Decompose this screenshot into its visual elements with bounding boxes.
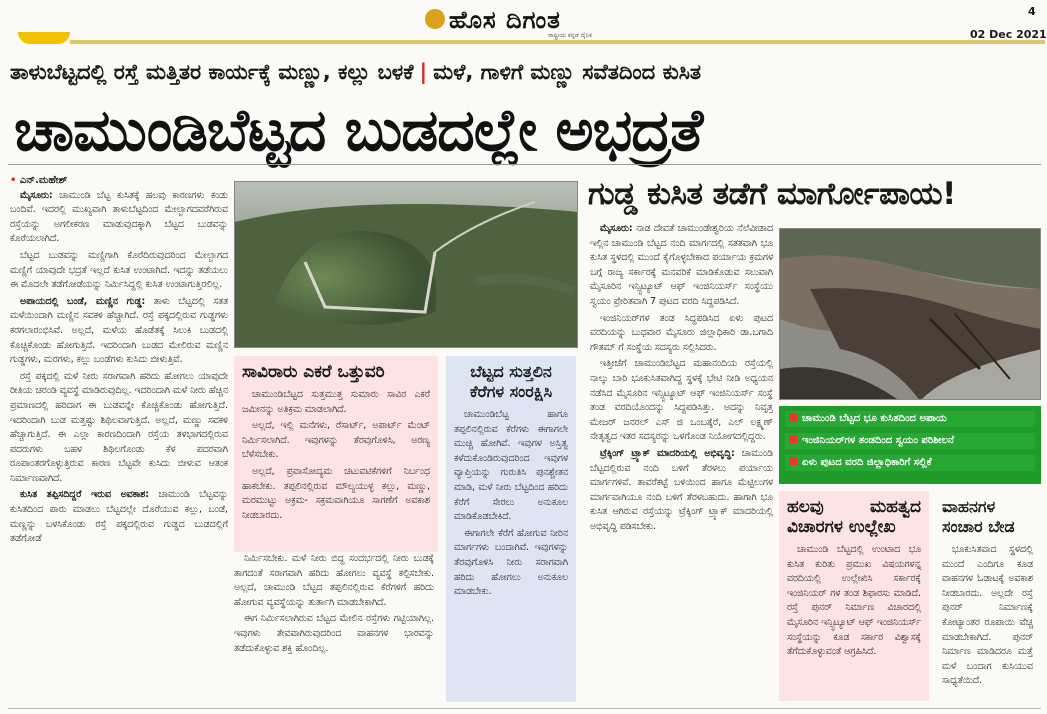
bullet-square-icon: [789, 457, 797, 465]
paragraph: ಮೈಸೂರು: ನಾಡ ದೇವತೆ ಚಾಮುಂಡೇಶ್ವರಿಯ ನೆಲೆವೀಡಾದ ಇಲ್ಲಿನ ಚಾಮುಂಡಿ ಬೆಟ್ಟದ ನಂದಿ ಮಾರ್ಗದಲ್ಲಿ ಸತತವಾಗಿ ಭೂ ಕುಸಿತ ಸ್ಥಳದಲ್ಲಿ ಮುಂದೆ ಕೈಗೊಳ್ಳಬೇಕಾದ ಪರ್ಯಾಯ ಕ್ರಮಗಳ ಬಗ್ಗೆ ರಾಜ್ಯ ಸರ್ಕಾರಕ್ಕೆ ಮನವರಿಕೆ ಮಾಡಿಕೊಡುವ ಸಲುವಾಗಿ ಮೈಸೂರಿನ ಇನ್ಸ್ಟಿಟ್ಯೂಟ್ ಆಫ್ ಇಂಜಿನಿಯರ್ಸ್ ಸಂಸ್ಥೆಯು ಸ್ವಯಂ ಪ್ರೇರಿತವಾಗಿ 7 ಪುಟದ ವರದಿ ಸಿದ್ದಪಡಿಸಿದೆ.: [590, 223, 773, 307]
paragraph-lead: ಕುಸಿತ ತಪ್ಪಿಸದಿದ್ದರೆ ಇರುವ ಅವಕಾಶ:: [20, 489, 149, 501]
logo-emblem-icon: [425, 9, 445, 29]
paragraph: ಇಂಜಿನಿಯರ್‌ಗಳ ತಂಡ ಸಿದ್ದಪಡಿಸಿದ ಏಳು ಪುಟದ ವರದಿಯನ್ನು ಬುಧವಾರ ಮೈಸೂರು ಜಿಲ್ಲಾಧಿಕಾರಿ ಡಾ.ಬಗಾದಿ ಗೌತಮ್ ಗೆ ಸಂಸ್ಥೆಯ ಸದಸ್ಯರು ಸಲ್ಲಿಸಿದರು.: [590, 312, 773, 353]
paragraph: ಭೂಕುಸಿತವಾದ ಸ್ಥಳದಲ್ಲಿ ಮುಂದೆ ಎಂದಿಗೂ ಕೂಡ ವಾಹನಗಳ ಓಡಾಟಕ್ಕೆ ಅವಕಾಶ ನೀಡಬಾರದು. ಅಲ್ಲದೇ ರಸ್ತೆ ಪುನರ್ ನಿರ್ಮಾಣಕ್ಕೆ ಕೋಟ್ಯಾಂತರ ರೂಪಾಯಿ ವೆಚ್ಚ ಮಾಡಬೇಕಾಗಿದೆ. ಪುನರ್ ನಿರ್ಮಾಣ ಮಾಡಿದರೂ ಮತ್ತೆ ಮಳೆ ಬಂದಾಗ ಕುಸಿಯುವ ಸಾಧ್ಯತೆಯಿದೆ.: [942, 544, 1033, 687]
logo-text: ಹೊಸ ದಿಗಂತ: [449, 6, 561, 34]
masthead-rule: [70, 40, 1045, 44]
box-title: ಸಾವಿರಾರು ಎಕರೆ ಒತ್ತುವರಿ: [242, 362, 385, 382]
highlights-panel: [779, 406, 1041, 484]
logo-tagline: ರಾಷ್ಟ್ರೀಯ ಕನ್ನಡ ದೈನಿಕ: [548, 32, 592, 39]
sidebar-box-lakes: [446, 356, 576, 702]
paragraph: ಅಪಾಯದಲ್ಲಿ ಬಂಡೆ, ಮಣ್ಣಿನ ಗುಡ್ಡ: ತಾಳು ಬೆಟ್ಟದಲ್ಲಿ ಸತತ ಮಳೆಯಿಂದಾಗಿ ಮಣ್ಣಿನ ಸವಕಳಿ ಹೆಚ್ಚಾಗಿದೆ. ರಸ್ತೆ ಪಕ್ಕದಲ್ಲಿರುವ ಗುಡ್ಡಗಳು ಕರಗಲಾರಂಭಿಸಿವೆ. ಅಲ್ಲದೆ, ಮಳೆಯ ಹೊಡೆತಕ್ಕೆ ಸಿಲುಕಿ ಬುಡದಲ್ಲಿ ಕೊಚ್ಚಿಕೊಂಡು ಹೋಗುತ್ತಿದೆ. ಇದರಿಂದಾಗಿ ಬುಡದ ಮೇಲಿರುವ ಮಣ್ಣಿನ ಗುಡ್ಡಗಳು, ಮರಗಳು, ಕಲ್ಲು ಬಂಡೆಗಳು ಕುಸಿದು ಬೀಳುತ್ತಿವೆ.: [10, 295, 228, 366]
sidebar-box-no-vehicles: [934, 491, 1041, 701]
paragraph: ಚಾಮುಂಡಿ ಬೆಟ್ಟದಲ್ಲಿ ಉಂಟಾದ ಭೂ ಕುಸಿತ ಕುರಿತು ಪ್ರಮುಖ ವಿಷಯಗಳನ್ನ ವರದಿಯಲ್ಲಿ ಉಲ್ಲೇಖಿಸಿ ಸರ್ಕಾರಕ್ಕೆ ಇಂಜಿನಿಯರ್ ಗಳ ತಂಡ ಶಿಫಾರಸು ಮಾಡಿದೆ. ರಸ್ತೆ ಪುನರ್ ನಿರ್ಮಾಣ ವಿಚಾರದಲ್ಲಿ ಮೈಸೂರಿನ ಇನ್ಸ್ಟಿಟ್ಯೂಟ್ ಆಫ್ ಇಂಜಿನಿಯರ್ಸ್ ಸಂಸ್ಥೆಯನ್ನು ಕೂಡ ಸರ್ಕಾರ ವಿಶ್ವಾಸಕ್ಕೆ ತೆಗೆದುಕೊಳ್ಳುವಂತೆ ಆಗ್ರಹಿಸಿದೆ.: [787, 544, 921, 658]
kicker-left: ತಾಳುಬೆಟ್ಟದಲ್ಲಿ ರಸ್ತೆ ಮತ್ತಿತರ ಕಾರ್ಯಕ್ಕೆ ಮಣ್ಣು, ಕಲ್ಲು ಬಳಕೆ: [10, 60, 414, 84]
paragraph: ಮೈಸೂರು: ಚಾಮುಂಡಿ ಬೆಟ್ಟ ಕುಸಿತಕ್ಕೆ ಹಲವು ಕಾರಣಗಳು ಕಂಡು ಬಂದಿವೆ. ಇದರಲ್ಲಿ ಮುಖ್ಯವಾಗಿ ತಾಳುಬೆಟ್ಟದಿಂದ ಮೇಲ್ಭಾಗದವರೆಗಿರುವ ರಸ್ತೆಯನ್ನು ಅಗಲೀಕರಣ ಮಾಡುವುದಕ್ಕಾಗಿ ಬೆಟ್ಟದ ಬುಡವನ್ನು ಕೊರೆಯಲಾಗಿದೆ.: [10, 189, 228, 245]
sidebar-box-encroachment: [234, 356, 438, 552]
paragraph: ಈಗ ನಿರ್ಮಿಸಲಾಗಿರುವ ಬೆಟ್ಟದ ಮೇಲಿನ ರಸ್ತೆಗಳು ಗಟ್ಟಿಯಾಗಿಲ್ಲ. ಇವುಗಳು ತೇವವಾಗಿರುವುದರಿಂದ ವಾಹನಗಳ ಭಾರವನ್ನು ತಡೆದುಕೊಳ್ಳುವ ಶಕ್ತಿ ಹೊಂದಿಲ್ಲ.: [234, 613, 434, 654]
paragraph-lead: ಮೈಸೂರು:: [20, 189, 53, 201]
highlight-item: ಏಳು ಪುಟದ ವರದಿ ಜಿಲ್ಲಾಧಿಕಾರಿಗೆ ಸಲ್ಲಿಕೆ: [785, 455, 1035, 471]
kicker-right: ಮಳೆ, ಗಾಳಿಗೆ ಮಣ್ಣು ಸವೆತದಿಂದ ಕುಸಿತ: [433, 60, 701, 84]
paragraph: ಚಾಮುಂಡಿಬೆಟ್ಟದ ಸುತ್ತಮುತ್ತ ಸುಮಾರು ಸಾವಿರ ಎಕರೆ ಜಮೀನನ್ನು ಅತಿಕ್ರಮ ಮಾಡಲಾಗಿದೆ.: [242, 389, 430, 415]
hill-aerial-photo: [234, 181, 578, 348]
box-title: ಬೆಟ್ಟದ ಸುತ್ತಲಿನ ಕೆರೆಗಳ ಸಂರಕ್ಷಿಸಿ: [469, 362, 553, 401]
paragraph-lead: ಮೈಸೂರು:: [600, 223, 633, 234]
paragraph: ಈಗಾಗಲೇ ಕೆರೆಗೆ ಹೋಗುವ ನೀರಿನ ಮಾರ್ಗಗಳು ಬಂದಾಗಿವೆ. ಇವುಗಳನ್ನು ತೆರವುಗೊಳಿಸಿ ನೀರು ಸರಾಗವಾಗಿ ಹರಿದು ಹೋಗಲು ಅನುಕೂಲ ಮಾಡಬೇಕು.: [454, 527, 568, 598]
paragraph: ಚಾಮುಂಡಿಬೆಟ್ಟ ಹಾಗೂ ತಪ್ಪಲಿನಲ್ಲಿರುವ ಕೆರೆಗಳು ಈಗಾಗಲೇ ಮುಚ್ಚಿ ಹೋಗಿವೆ. ಇವುಗಳ ಅಸ್ತಿತ್ವ ಕಳೆದುಕೊಂಡಿರುವುದರಿಂದ ಇವುಗಳ ವ್ಯಾಪ್ತಿಯನ್ನು ಗುರುತಿಸಿ ಪುನಶ್ಚೇತನ ಮಾಡಿ, ಮಳೆ ನೀರು ಬೆಟ್ಟದಿಂದ ಹರಿದು ಕೆರೆಗೆ ಸೇರಲು ಅನುಕೂಲ ಮಾಡಿಕೊಡಬೇಕಿದೆ.: [454, 409, 568, 523]
paragraph-lead: ಅಪಾಯದಲ್ಲಿ ಬಂಡೆ, ಮಣ್ಣಿನ ಗುಡ್ಡ:: [20, 295, 146, 307]
paragraph-lead: ಟ್ರೆಕ್ಕಿಂಗ್ ಟ್ರ್ಯಾಕ್ ಮಾದರಿಯಲ್ಲಿ ಅಭಿವೃದ್ಧಿ:: [600, 447, 735, 459]
newspaper-logo: [425, 6, 561, 34]
main-headline: ಚಾಮುಂಡಿಬೆಟ್ಟದ ಬುಡದಲ್ಲೇ ಅಭದ್ರತೆ: [14, 96, 703, 164]
box-body: [242, 388, 430, 523]
box-body: [454, 408, 568, 600]
kicker: [10, 60, 701, 85]
paragraph: ಅಲ್ಲದೆ, ಇಲ್ಲಿ ಮನೆಗಳು, ರೆಸಾರ್ಟ್, ಅಪಾರ್ಟ್ ಮೆಂಟ್ ನಿರ್ಮಿಸಲಾಗಿದೆ. ಇವುಗಳನ್ನು ತೆರವುಗೊಳಿಸಿ, ಅರಣ್ಯ ಬೆಳೆಸಬೇಕು.: [242, 420, 430, 461]
highlight-item: ಚಾಮುಂಡಿ ಬೆಟ್ಟದ ಭೂ ಕುಸಿತದಿಂದ ಅಪಾಯ: [785, 411, 1035, 427]
sub-headline: ಗುಡ್ಡ ಕುಸಿತ ತಡೆಗೆ ಮಾರ್ಗೋಪಾಯ!: [588, 176, 956, 212]
issue-date: 02 Dec 2021: [970, 28, 1047, 41]
highlight-item: ಇಂಜಿನಿಯರ್‌ಗಳ ತಂಡದಿಂದ ಸ್ವಯಂ ಪರಿಶೀಲನೆ: [785, 433, 1035, 449]
paragraph: ಇತ್ತೀಚೆಗೆ ಚಾಮುಂಡಿಬೆಟ್ಟದ ಮಹಾನಂದಿಯ ರಸ್ತೆಯಲ್ಲಿ ನಾಲ್ಕು ಬಾರಿ ಭೂಕುಸಿತವಾಗಿದ್ದ ಸ್ಥಳಕ್ಕೆ ಭೇಟಿ ನೀಡಿ ಅಧ್ಯಯನ ನಡೆಸಿದ ಮೈಸೂರಿನ ಇನ್ಸ್ಟಿಟ್ಯೂಟ್ ಆಫ್ ಇಂಜಿನಿಯರ್ಸ್ ಸಂಸ್ಥೆ ತಂಡ ವರದಿಯೊಂದನ್ನು ಸಿದ್ದಪಡಿಸಿತ್ತು. ಅದನ್ನು ನಿವೃತ್ತ ಮೇಜರ್ ಜನರಲ್ ಎಸ್ ಜಿ ಒಂಬತ್ಕೆರೆ, ಎಲ್ ಲಕ್ಷ್ಮಣ್ ನೇತೃತ್ವದ ಇತರ ಸದಸ್ಯರನ್ನು ಒಳಗೊಂಡ ನಿಯೋಗದಲ್ಲಿದ್ದರು.: [590, 358, 773, 443]
article-column-1-body: [10, 189, 228, 547]
box-title: ವಾಹನಗಳ ಸಂಚಾರ ಬೇಡ: [942, 497, 1015, 536]
paragraph: ಬೆಟ್ಟದ ಬುಡವನ್ನು ಮಣ್ಣಿಗಾಗಿ ಕೊರೆದಿರುವುದರಿಂದ ಮೇಲ್ಭಾಗದ ಮಣ್ಣಿಗೆ ಯಾವುದೇ ಭದ್ರತೆ ಇಲ್ಲದೆ ಕುಸಿತ ಉಂಟಾಗಿದೆ. ಇದನ್ನು ತಡೆಯಲು ಈ ಮೊದಲೇ ತಡೆಗೋಡೆಯನ್ನು ನಿರ್ಮಿಸಿದ್ದಲ್ಲಿ ಕುಸಿತ ಉಂಟಾಗುತ್ತಿರಲಿಲ್ಲ.: [10, 249, 228, 291]
box-title: ಹಲವು ಮಹತ್ವದ ವಿಚಾರಗಳ ಉಲ್ಲೇಖ: [787, 497, 921, 537]
kicker-separator: |: [419, 60, 428, 84]
headline-rule: [8, 164, 1041, 165]
article-column-1: [10, 174, 228, 709]
masthead-yellow-tab: [18, 32, 70, 44]
bullet-square-icon: [789, 435, 797, 443]
paragraph: ನಿರ್ಮಿಸಬೇಕು. ಮಳೆ ನೀರು ಬಿದ್ದ ಸಂದರ್ಭದಲ್ಲಿ ನೀರು ಬುಡಕ್ಕೆ ತಾಗದಂತೆ ಸರಾಗವಾಗಿ ಹರಿದು ಹೋಗಲು ವ್ಯವಸ್ಥೆ ಕಲ್ಪಿಸಬೇಕು. ಅಲ್ಲದೆ, ಚಾಮುಂಡಿ ಬೆಟ್ಟದ ತಪ್ಪಲಿನಲ್ಲಿರುವ ಕೆರೆಗಳಿಗೆ ಹರಿದು ಹೋಗುವ ವ್ಯವಸ್ಥೆಯನ್ನು ತುರ್ತಾಗಿ ಮಾಡಬೇಕಾಗಿದೆ.: [234, 553, 434, 608]
page-number: 4: [1028, 5, 1036, 18]
page-bottom-rule: [8, 708, 1041, 709]
paragraph: ಕುಸಿತ ತಪ್ಪಿಸದಿದ್ದರೆ ಇರುವ ಅವಕಾಶ: ಚಾಮುಂಡಿ ಬೆಟ್ಟವನ್ನು ಕುಸಿತದಿಂದ ಪಾರು ಮಾಡಲು ಬೆಟ್ಟದಲ್ಲೇ ದೊರೆಯುವ ಕಲ್ಲು, ಬಂಡೆ, ಮಣ್ಣನ್ನು ಬಳಸಿಕೊಂಡು ರಸ್ತೆ ಪಕ್ಕದಲ್ಲಿರುವ ಗುಡ್ಡದ ಬುಡದಲ್ಲಿಗೆ ತಡೆಗೋಡೆ: [10, 489, 228, 545]
sidebar-box-key-points: [779, 491, 929, 701]
box-body: [787, 543, 921, 660]
byline: • ಎನ್.ಮಹೇಶ್: [10, 175, 68, 186]
landslide-road-photo: [779, 228, 1041, 400]
right-article-column: [590, 222, 773, 708]
paragraph: ಅಲ್ಲದೆ, ಪ್ರವಾಸೋದ್ಯಮ ಚಟುವಟಿಕೆಗಳಿಗೆ ನಿರ್ಬಂಧ ಹಾಕಬೇಕು. ತಪ್ಪಲಿನಲ್ಲಿರುವ ಮೌಲ್ಯಯುಳ್ಳ ಕಲ್ಲು, ಮಣ್ಣು, ಮರಮುಟ್ಟು ಅಕ್ರಮ- ಸಕ್ರಮವಾಗಿಯೂ ಸಾಗಣೆಗೆ ಅವಕಾಶ ನೀಡಬಾರದು.: [242, 465, 430, 521]
paragraph: ಟ್ರೆಕ್ಕಿಂಗ್ ಟ್ರ್ಯಾಕ್ ಮಾದರಿಯಲ್ಲಿ ಅಭಿವೃದ್ಧಿ: ಚಾಮುಂಡಿ ಬೆಟ್ಟದಲ್ಲಿರುವ ನಂದಿ ಬಳಿಗೆ ತೆರಳಲು ಪರ್ಯಾಯ ಮಾರ್ಗಗಳಿವೆ. ತಾವರೆಕಟ್ಟೆ ಬಳಿಯಿಂದ ಹಾಗೂ ಮೆಟ್ಟಿಲುಗಳ ಮಾರ್ಗವಾಗಿಯೂ ನಂದಿ ಬಳಿಗೆ ತೆರಳಬಹುದು. ಹಾಗಾಗಿ ಭೂ ಕುಸಿತ ಆಗಿರುವ ರಸ್ತೆಯನ್ನು ಟ್ರೆಕ್ಕಿಂಗ್ ಟ್ರ್ಯಾಕ್ ಮಾದರಿಯಲ್ಲಿ ಅಭಿವೃದ್ಧಿ ಪಡಿಸಬೇಕು.: [590, 447, 773, 532]
bullet-square-icon: [789, 413, 797, 421]
article-column-2: [234, 552, 434, 712]
box-body: [942, 543, 1033, 689]
paragraph: ರಸ್ತೆ ಪಕ್ಕದಲ್ಲಿ ಮಳೆ ನೀರು ಸರಾಗವಾಗಿ ಹರಿದು ಹೋಗಲು ಯಾವುದೇ ರೀತಿಯ ಚರಂಡಿ ವ್ಯವಸ್ಥೆ ಮಾಡಿರುವುದಿಲ್ಲ. ಇದರಿಂದಾಗಿ ಮಳೆ ನೀರು ಹೆಚ್ಚಿನ ಪ್ರಮಾಣದಲ್ಲಿ ಹರಿದಾಗ ಈ ಬುಡವನ್ನೇ ಕೊಚ್ಚಿಕೊಂಡು ಹೋಗುತ್ತಿದೆ. ಇದರಿಂದಾಗಿ ಬುಡ ಮತ್ತಷ್ಟು ಶಿಥಿಲವಾಗುತ್ತಿದೆ. ಅಲ್ಲದೆ, ಮಣ್ಣು ಸವಕಳಿ ಹೆಚ್ಚಾಗುತ್ತಿದೆ. ಈ ಎಲ್ಲಾ ಕಾರಣದಿಂದಾಗಿ ರಸ್ತೆಯ ತಳಭಾಗದಲ್ಲಿರುವ ಪದರುಗಳು ಬಹಳ ಶಿಥಿಲಗೊಂಡು ಕೆಳ ಪದರವಾಗಿ ರೂಪಾಂತರಗೊಳ್ಳುತ್ತಿರುವ ಕಾರಣ ಬೆಟ್ಟವೇ ಕುಸಿದು ಬೀಳುವ ಆತಂಕ ನಿರ್ಮಾಣವಾಗಿದೆ.: [10, 370, 228, 484]
